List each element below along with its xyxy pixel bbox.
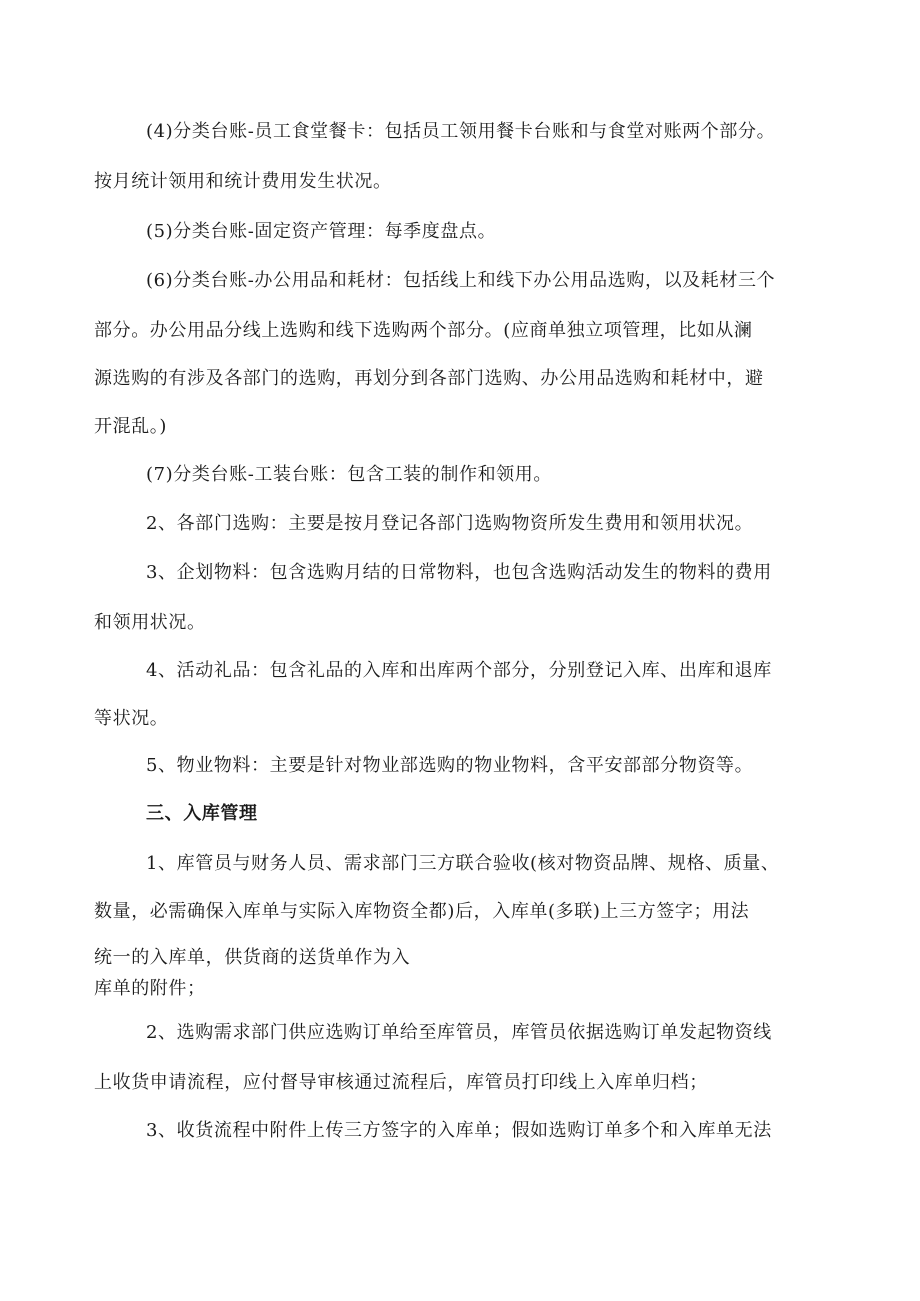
paragraph-line: (7)分类台账-工装台账：包含工装的制作和领用。 (146, 464, 552, 485)
paragraph-line: 等状况。 (94, 708, 169, 729)
paragraph-line: 按月统计领用和统计费用发生状况。 (94, 171, 392, 192)
paragraph-line: 2、各部门选购：主要是按月登记各部门选购物资所发生费用和领用状况。 (146, 513, 754, 534)
paragraph-line: (6)分类台账-办公用品和耗材：包括线上和线下办公用品选购，以及耗材三个 (146, 270, 776, 291)
paragraph-line: 3、企划物料：包含选购月结的日常物料，也包含选购活动发生的物料的费用 (146, 562, 772, 583)
paragraph-line: 源选购的有涉及各部门的选购，再划分到各部门选购、办公用品选购和耗材中，避 (94, 368, 764, 389)
paragraph-line: 库单的附件； (94, 978, 206, 999)
paragraph-line: 数量，必需确保入库单与实际入库物资全都)后，入库单(多联)上三方签字；用法 (94, 901, 750, 922)
paragraph-line: 2、选购需求部门供应选购订单给至库管员，库管员依据选购订单发起物资线 (146, 1022, 772, 1043)
paragraph-line: 4、活动礼品：包含礼品的入库和出库两个部分，分别登记入库、出库和退库 (146, 660, 772, 681)
section-heading: 三、入库管理 (146, 803, 258, 824)
paragraph-line: 上收货申请流程，应付督导审核通过流程后，库管员打印线上入库单归档； (94, 1072, 708, 1093)
paragraph-line: 统一的入库单，供货商的送货单作为入 (94, 947, 411, 968)
paragraph-line: (4)分类台账-员工食堂餐卡：包括员工领用餐卡台账和与食堂对账两个部分。 (146, 121, 776, 142)
paragraph-line: 1、库管员与财务人员、需求部门三方联合验收(核对物资品牌、规格、质量、 (146, 853, 780, 874)
paragraph-line: 和领用状况。 (94, 612, 206, 633)
paragraph-line: 部分。办公用品分线上选购和线下选购两个部分。(应商单独立项管理，比如从澜 (94, 320, 753, 341)
paragraph-line: 5、物业物料：主要是针对物业部选购的物业物料，含平安部部分物资等。 (146, 755, 754, 776)
paragraph-line: 开混乱。) (94, 416, 168, 437)
paragraph-line: (5)分类台账-固定资产管理：每季度盘点。 (146, 221, 497, 242)
paragraph-line: 3、收货流程中附件上传三方签字的入库单；假如选购订单多个和入库单无法 (146, 1120, 772, 1141)
